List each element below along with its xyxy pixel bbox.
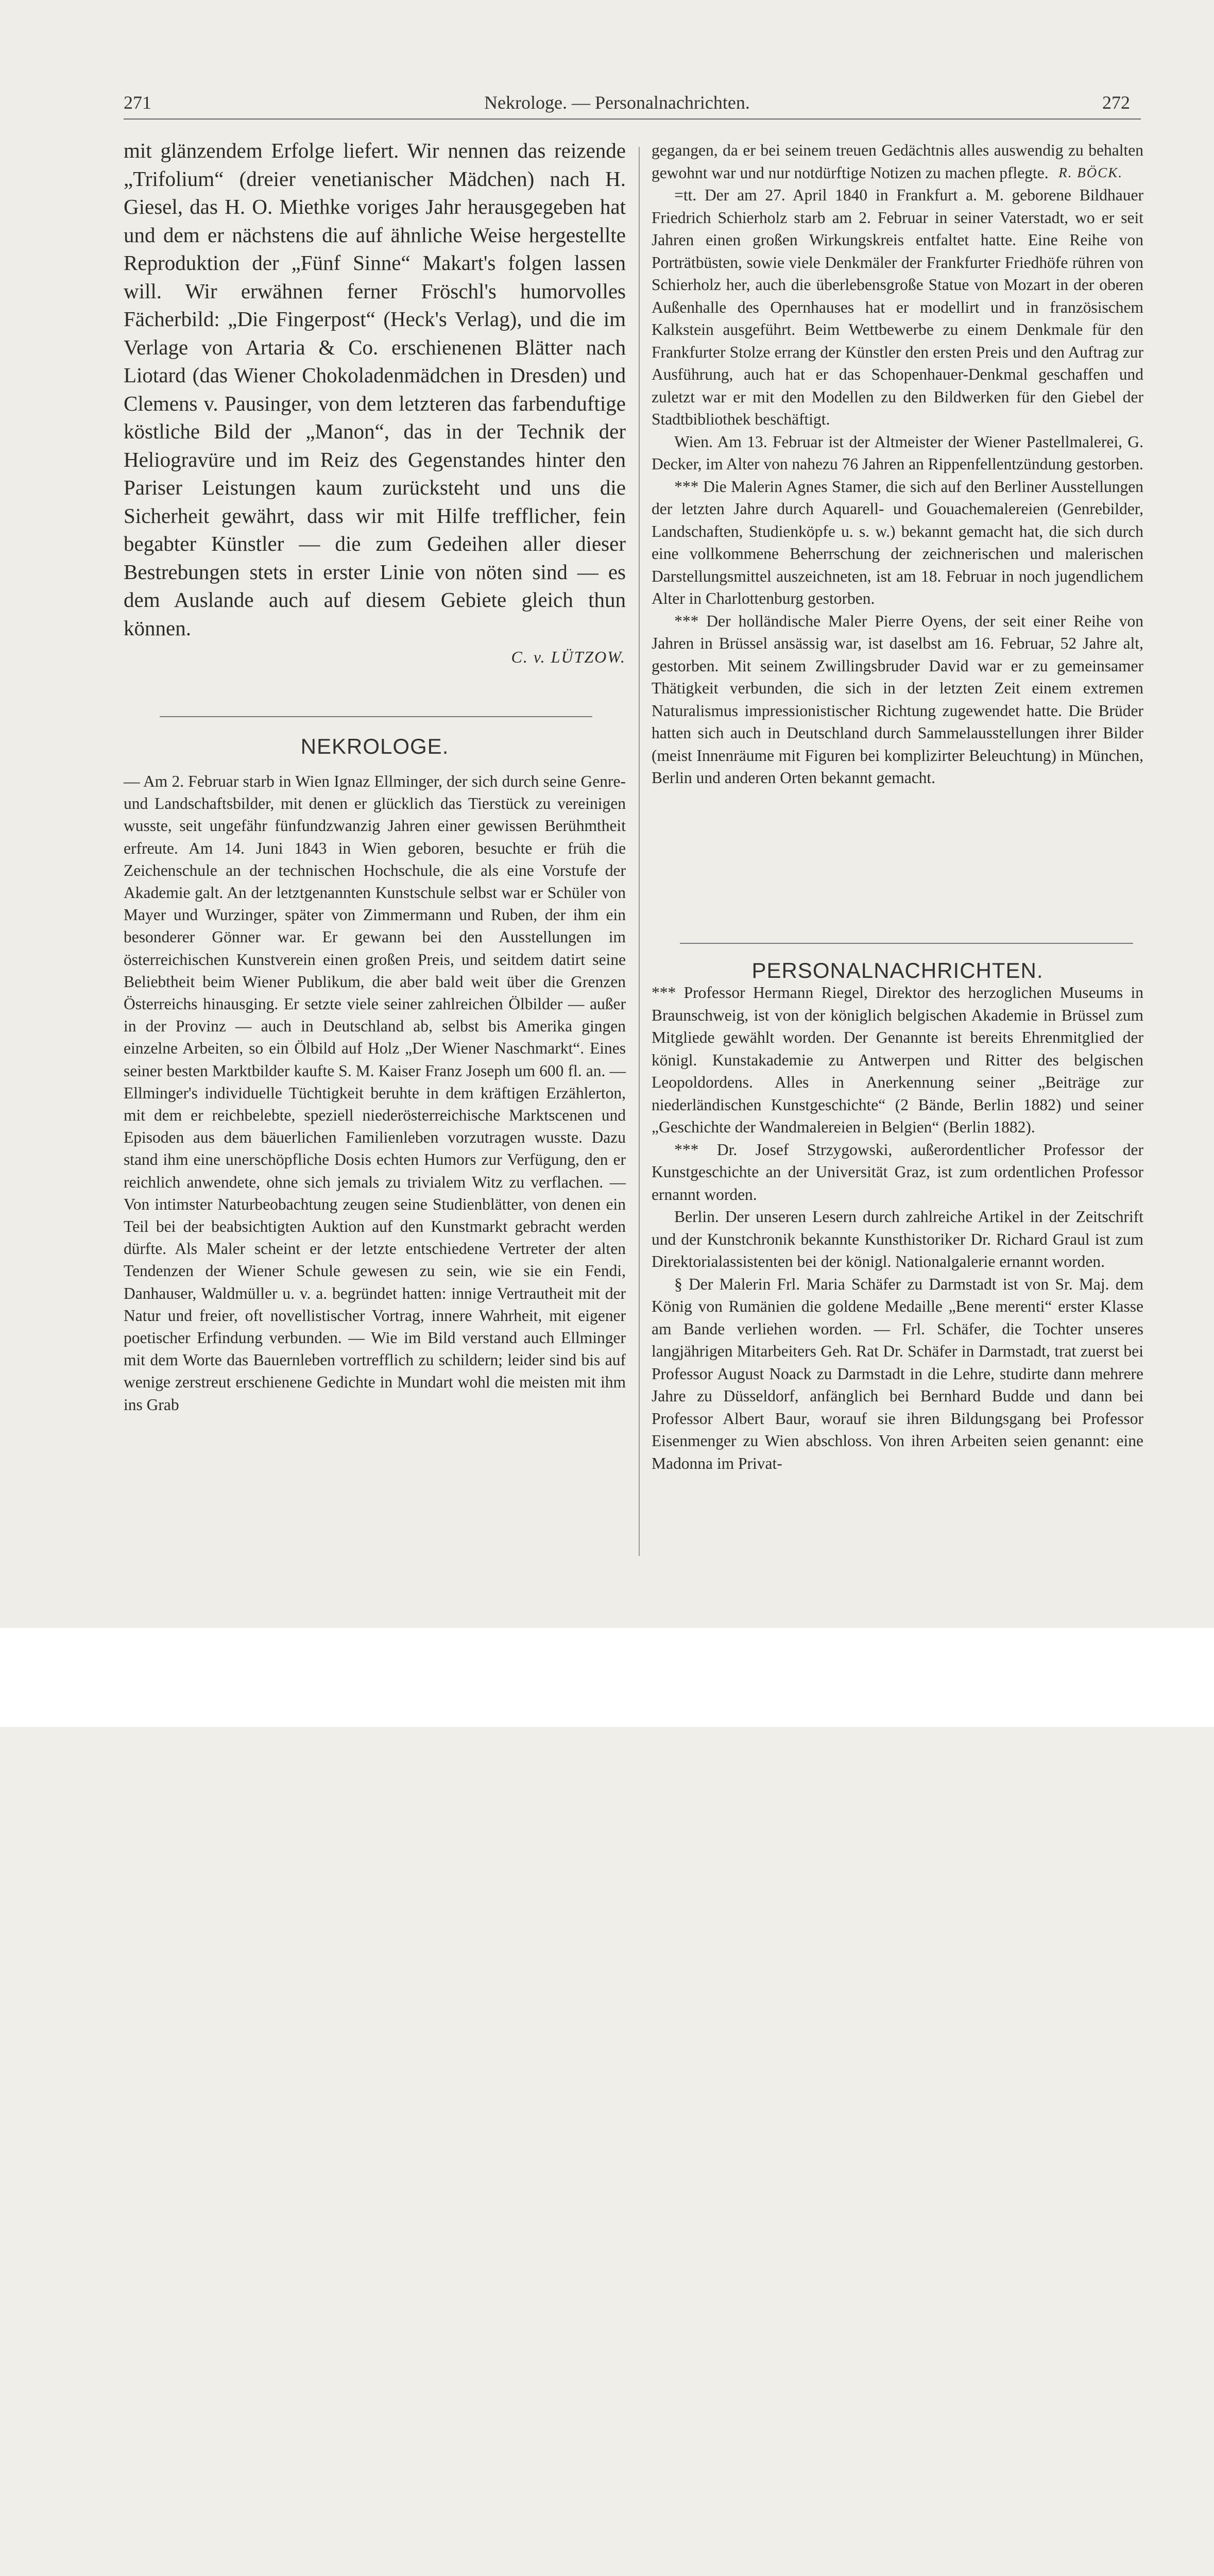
nekrolog-ellminger: — Am 2. Februar starb in Wien Ignaz Ellminger, der sich durch seine Genre- und Landschaftsbilder, mit denen er glücklich das Tierstück zu vereinigen wusste, seit ungefähr fünfundzwanzig Jahren einer gewissen Berühmtheit erfreute. Am 14. Juni 1843 in Wien geboren, besuchte er früh die Zeichenschule an der technischen Hochschule, die als eine Vorstufe der Akademie galt. An der letztgenannten Kunstschule selbst war er Schüler von Mayer und Wurzinger, später von Zimmermann und Ruben, der ihm ein besonderer Gönner war. Er gewann bei den Ausstellungen im österreichischen Kunstverein einen großen Preis, und seitdem datirt seine Beliebtheit beim Wiener Publikum, die aber bald weit über die Grenzen Österreichs hinausging. Er setzte viele seiner zahlreichen Ölbilder — außer in der Provinz — auch in Deutschland ab, selbst bis Amerika gingen einzelne Arbeiten, so ein Ölbild auf Holz „Der Wiener Naschmarkt“. Eines seiner besten Marktbilder kaufte S. M. Kaiser Franz Joseph um 600 fl. an. — Ellminger's individuelle Tüchtigkeit beruhte in dem kräftigen Erzählerton, mit dem er reichbelebte, speziell niederösterreichische Marktscenen und Episoden aus dem bäuerlichen Familienleben vorzutragen wusste. Dazu stand ihm eine unerschöpfliche Dosis echten Humors zur Verfügung, den er reichlich anwendete, ohne sich jemals zu trivialem Witz zu verflachen. — Von intimster Naturbeobachtung zeugen seine Studienblätter, von denen ein Teil bei der beabsichtigten Auktion auf den Kunstmarkt gebracht werden dürfte. Als Maler scheint er der letzte entschiedene Vertreter der alten Tendenzen der Wiener Schule gewesen zu sein, wie sie ein Fendi, Danhauser, Waldmüller u. v. a. begründet hatten: innige Vertrautheit mit der Natur und freier, oft novellistischer Vortrag, innere Wahrheit, mit eigener poetischer Erfindung verbunden. — Wie im Bild verstand auch Ellminger mit dem Worte das Bauernleben vortrefflich zu schildern; leider sind bis auf wenige zerstreut erschienene Gedichte in Mundart wohl die meisten mit ihm ins Grab bbox=[124, 772, 626, 1414]
header-rule bbox=[124, 118, 1141, 120]
nekrolog-continuation bbox=[652, 139, 1143, 184]
footer-bar bbox=[0, 1628, 1214, 1727]
column-separator bbox=[639, 147, 640, 1556]
nekrolog-schierholz: =tt. Der am 27. April 1840 in Frankfurt a. M. geborene Bildhauer Friedrich Schierholz starb am 2. Februar in seiner Vaterstadt, wo er seit Jahren einen großen Wirkungskreis entfaltet hatte. Eine Reihe von Porträtbüsten, sowie viele Denkmäler der Frankfurter Friedhöfe rühren von Schierholz her, auch die überlebensgroße Statue von Mozart in der oberen Außenhalle des Opernhauses hat er modellirt und in französischem Kalkstein ausgeführt. Beim Wettbewerbe zu einem Denkmale für den Frankfurter Stolze errang der Künstler den ersten Preis und den Auftrag zur Ausführung, auch hat er das Schopenhauer-Denkmal geschaffen und zuletzt war er mit den Modellen zu den Bildwerken für den Giebel der Stadtbibliothek beschäftigt. bbox=[652, 186, 1143, 428]
article-text: mit glänzendem Erfolge liefert. Wir nennen das reizende „Trifolium“ (dreier venetianischer Mädchen) nach H. Giesel, das H. O. Miethke voriges Jahr herausgegeben hat und dem er nächstens die auf ähnliche Weise hergestellte Reproduktion der „Fünf Sinne“ Makart's folgen lassen will. Wir erwähnen ferner Fröschl's humorvolles Fächerbild: „Die Fingerpost“ (Heck's Verlag), und die im Verlage von Artaria & Co. erschienenen Blätter nach Liotard (das Wiener Chokoladenmädchen in Dresden) und Clemens v. Pausinger, von dem letzteren das farbenduftige köstliche Bild der „Manon“, das in der Technik der Heliogravüre und im Reiz des Gegenstandes hinter den Pariser Leistungen kaum zurücksteht und uns die Sicherheit gewährt, dass wir mit Hilfe trefflicher, fein begabter Künstler — die zum Gedeihen aller dieser Bestrebungen stets in erster Linie von nöten sind — es dem Auslande auch auf diesem Gebiete gleich thun können. bbox=[124, 139, 626, 640]
personal-riegel: *** Professor Hermann Riegel, Direktor des herzoglichen Museums in Braunschweig, ist von der königlich belgischen Akademie in Brüssel zum Mitgliede gewählt worden. Der Genannte ist bereits Ehrenmitglied der königl. Kunstakademie zu Antwerpen und Ritter des belgischen Leopoldordens. Alles in Anerkennung seiner „Beiträge zur niederländischen Kunstgeschichte“ (2 Bände, Berlin 1882) und seiner „Geschichte der Wandmalereien in Belgien“ (Berlin 1882). bbox=[652, 984, 1143, 1136]
nekrolog-stamer: *** Die Malerin Agnes Stamer, die sich auf den Berliner Ausstellungen der letzten Jahre durch Aquarell- und Gouachemalereien (Genrebilder, Landschaften, Studienköpfe u. s. w.) bekannt gemacht hat, die sich durch eine vollkommene Beherrschung der zeichnerischen und malerischen Darstellungsmittel auszeichneten, ist am 18. Februar in noch jugendlichem Alter in Charlottenburg gestorben. bbox=[652, 477, 1143, 607]
section-divider-right bbox=[680, 943, 1133, 944]
article-signature: C. v. LÜTZOW. bbox=[511, 648, 626, 666]
nekrolog-decker: Wien. Am 13. Februar ist der Altmeister der Wiener Pastellmalerei, G. Decker, im Alter von nahezu 76 Jahren an Rippenfellentzündung gestorben. bbox=[652, 432, 1143, 473]
article-continuation bbox=[124, 137, 626, 671]
nekrolog-continuation-text: gegangen, da er bei seinem treuen Gedächtnis alles auswendig zu behalten gewohnt war und nur notdürftige Notizen zu machen pflegte. bbox=[652, 141, 1143, 182]
page-number-right: 272 bbox=[1102, 92, 1130, 113]
page-number-left: 271 bbox=[124, 92, 151, 113]
personal-schaefer: § Der Malerin Frl. Maria Schäfer zu Darmstadt ist von Sr. Maj. dem König von Rumänien die goldene Medaille „Bene merenti“ erster Klasse am Bande verliehen worden. — Frl. Schäfer, die Tochter unseres langjährigen Mitarbeiters Geh. Rat Dr. Schäfer in Darmstadt, trat zuerst bei Professor August Noack zu Darmstadt in die Lehre, studirte dann mehrere Jahre zu Düsseldorf, anfänglich bei Bernhard Budde und dann bei Professor Albert Baur, worauf sie ihren Bildungsgang bei Professor Eisenmenger zu Wien abschloss. Von ihren Arbeiten seien genannt: eine Madonna im Privat- bbox=[652, 1275, 1143, 1472]
right-column bbox=[652, 139, 1143, 789]
nekrologe-heading: NEKROLOGE. bbox=[300, 734, 449, 758]
personal-section bbox=[652, 981, 1143, 1475]
nekrolog-oyens: *** Der holländische Maler Pierre Oyens, der seit einer Reihe von Jahren in Brüssel ansässig war, ist daselbst am 16. Februar, 52 Jahre alt, gestorben. Mit seinem Zwillingsbruder David war er zu gemeinsamer Thätigkeit verbunden, die sich in der letzten Zeit einem extremen Naturalismus impressionistischer Richtung zugewendet hatte. Die Brüder hatten sich auch in Deutschland durch Sammelausstellungen ihrer Bilder (meist Innenräume mit Figuren bei komplizirter Beleuchtung) in München, Berlin und anderen Orten bekannt gemacht. bbox=[652, 612, 1143, 787]
nekrologe-section bbox=[124, 770, 626, 1416]
section-divider bbox=[160, 716, 592, 717]
personal-heading: PERSONALNACHRICHTEN. bbox=[751, 958, 1044, 982]
nekrolog-signature: R. BÖCK. bbox=[1058, 164, 1123, 180]
personal-strzygowski: *** Dr. Josef Strzygowski, außerordentlicher Professor der Kunstgeschichte an der Universität Graz, ist zum ordentlichen Professor ernannt worden. bbox=[652, 1140, 1143, 1204]
running-title: Nekrologe. — Personalnachrichten. bbox=[484, 92, 750, 113]
personal-graul: Berlin. Der unseren Lesern durch zahlreiche Artikel in der Zeitschrift und der Kunstchronik bekannte Kunsthistoriker Dr. Richard Graul ist zum Direktorialassistenten bei der königl. Nationalgalerie ernannt worden. bbox=[652, 1208, 1143, 1270]
